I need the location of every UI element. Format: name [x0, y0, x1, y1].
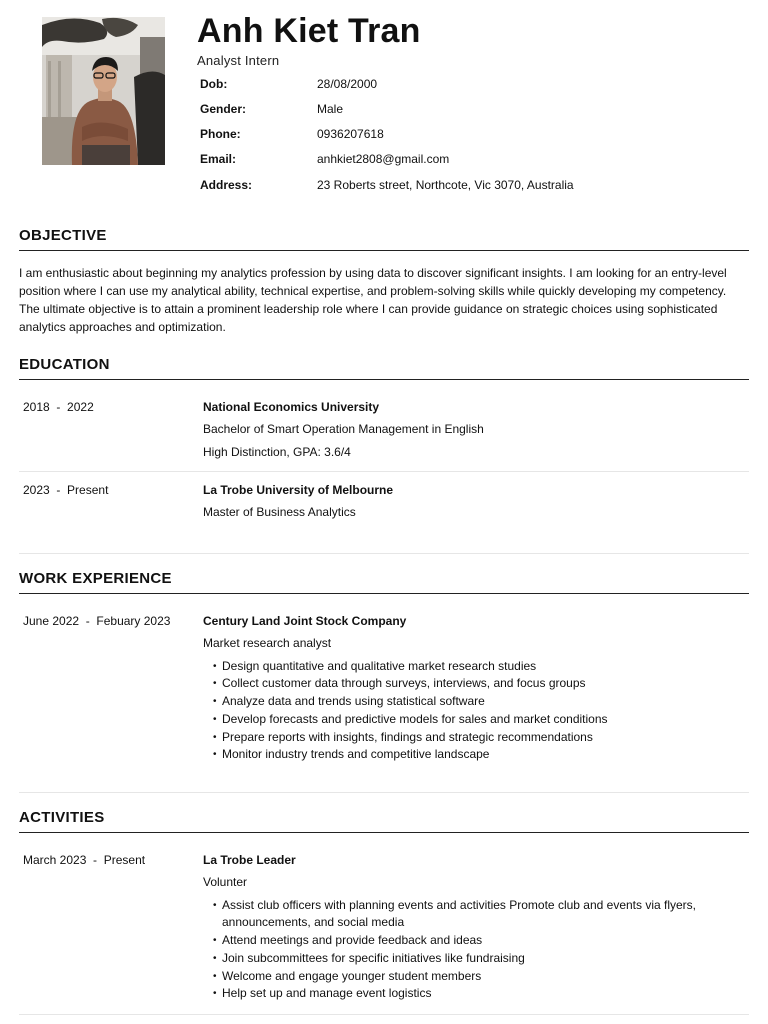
entry-degree: Master of Business Analytics [203, 505, 356, 519]
date-end: Febuary 2023 [96, 614, 171, 628]
section-title-education: EDUCATION [19, 356, 749, 380]
candidate-name: Anh Kiet Tran [197, 12, 421, 50]
list-item: • Develop forecasts and predictive models for sales and market conditions [222, 711, 743, 729]
date-separator: - [85, 614, 90, 628]
list-item: • Attend meetings and provide feedback and ideas [222, 932, 743, 950]
info-value: 28/08/2000 [317, 77, 378, 91]
entry-organization: La Trobe Leader [203, 853, 296, 867]
date-start: 2023 [23, 483, 50, 497]
info-label: Gender: [200, 102, 247, 116]
entry-divider [19, 471, 749, 472]
info-value: Male [317, 102, 344, 116]
list-item: • Monitor industry trends and competitive landscape [222, 746, 743, 764]
responsibility-list [203, 897, 743, 1004]
date-start: 2018 [23, 400, 50, 414]
date-separator: - [56, 483, 61, 497]
profile-photo [42, 17, 165, 165]
info-label: Email: [200, 152, 237, 166]
date-end: Present [67, 483, 109, 497]
date-end: 2022 [67, 400, 94, 414]
entry-date [23, 399, 94, 415]
entry-date [23, 613, 170, 629]
entry-position: Market research analyst [203, 636, 332, 650]
date-separator: - [93, 853, 98, 867]
entry-position: Volunter [203, 875, 248, 889]
info-label: Address: [200, 178, 253, 192]
info-label: Dob: [200, 77, 228, 91]
list-item: • Design quantitative and qualitative market research studies [222, 658, 743, 676]
date-start: June 2022 [23, 614, 80, 628]
list-item: • Assist club officers with planning events and activities Promote club and events via flyers, announcements, and social media [222, 897, 743, 933]
section-title-work-experience: WORK EXPERIENCE [19, 570, 749, 594]
entry-degree: Bachelor of Smart Operation Management in English [203, 422, 484, 436]
entry-organization: La Trobe University of Melbourne [203, 483, 394, 497]
entry-date [23, 482, 108, 498]
info-value: 0936207618 [317, 127, 384, 141]
date-separator: - [56, 400, 61, 414]
list-item: • Help set up and manage event logistics [222, 985, 743, 1003]
section-title-objective: OBJECTIVE [19, 227, 749, 251]
entry-organization: National Economics University [203, 400, 380, 414]
info-value[interactable]: anhkiet2808@gmail.com [317, 152, 450, 166]
section-title-activities: ACTIVITIES [19, 809, 749, 833]
entry-date [23, 852, 145, 868]
date-start: March 2023 [23, 853, 87, 867]
entry-organization: Century Land Joint Stock Company [203, 614, 407, 628]
list-item: • Welcome and engage younger student members [222, 968, 743, 986]
candidate-role: Analyst Intern [197, 53, 280, 68]
info-value: 23 Roberts street, Northcote, Vic 3070, Australia [317, 178, 574, 192]
entry-divider [19, 1014, 749, 1015]
date-end: Present [103, 853, 146, 867]
entry-divider [19, 553, 749, 554]
responsibility-list [203, 658, 743, 765]
entry-divider [19, 792, 749, 793]
info-label: Phone: [200, 127, 241, 141]
list-item: • Analyze data and trends using statistical software [222, 693, 743, 711]
list-item: • Prepare reports with insights, findings and strategic recommendations [222, 729, 743, 747]
objective-text: I am enthusiastic about beginning my analytics profession by using data to discover significant insights. I am looking for an entry-level position where I can use my analytical ability, technical expertise, and problem-solving skills while quickly developing my competency. The ultimate objective is to attain a prominent leadership role where I can provide guidance on strategic choices using sophisticated analytics approaches and optimization. [19, 266, 727, 334]
list-item: • Collect customer data through surveys, interviews, and focus groups [222, 675, 743, 693]
list-item: • Join subcommittees for specific initiatives like fundraising [222, 950, 743, 968]
entry-distinction: High Distinction, GPA: 3.6/4 [203, 444, 351, 459]
